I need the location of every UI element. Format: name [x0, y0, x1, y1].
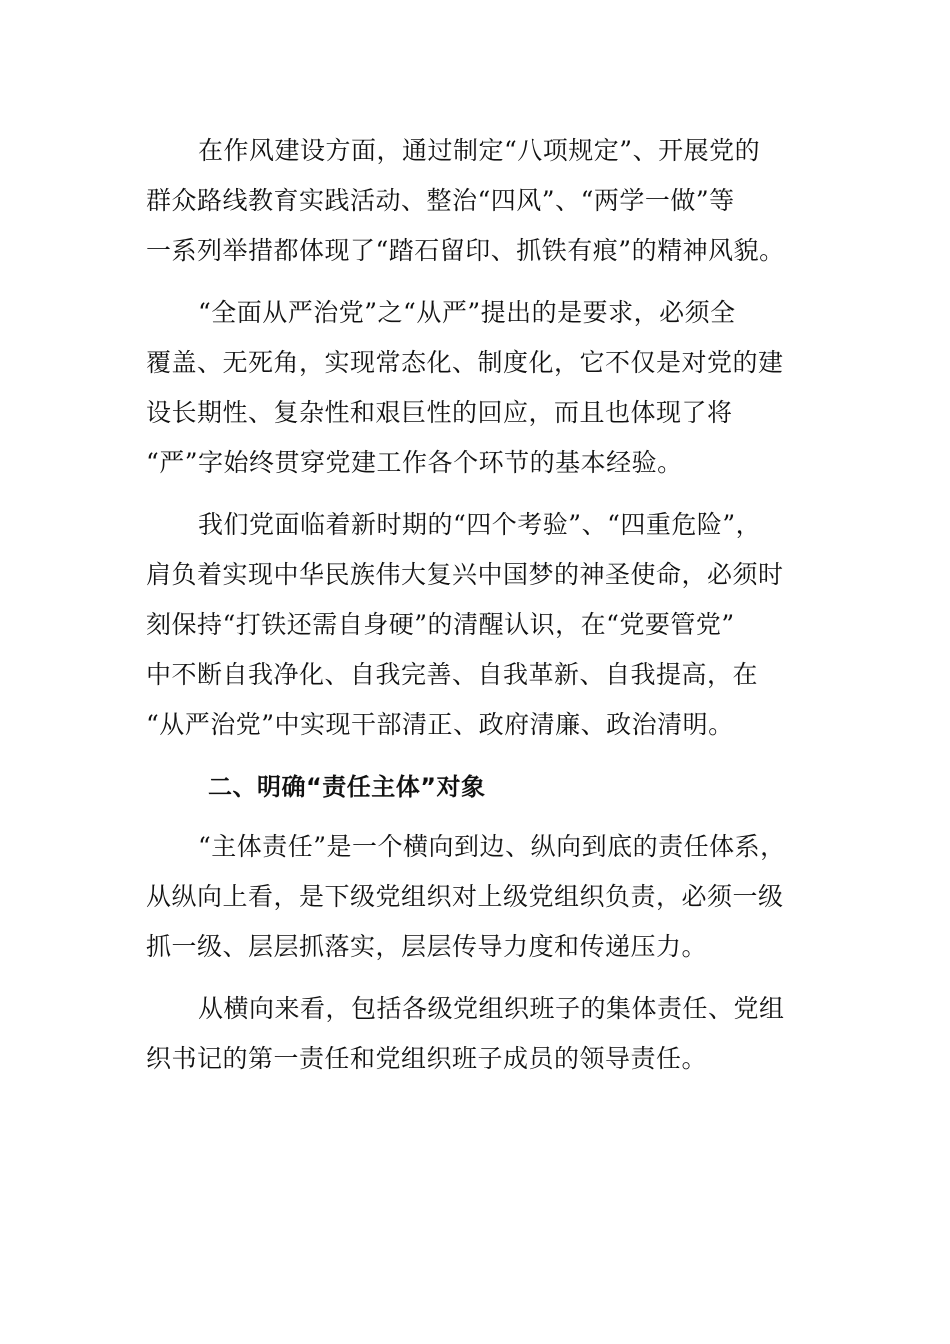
paragraph-3-line-5: “从严治党”中实现干部清正、政府清廉、政治清明。	[146, 710, 734, 739]
paragraph-4-line-1: “主体责任”是一个横向到边、纵向到底的责任体系，	[198, 832, 786, 861]
paragraph-4-line-3: 抓一级、层层抓落实，层层传导力度和传递压力。	[146, 932, 708, 961]
paragraph-1-line-3: 一系列举措都体现了“踏石留印、抓铁有痕”的精神风貌。	[146, 236, 785, 265]
paragraph-3-line-2: 肩负着实现中华民族伟大复兴中国梦的神圣使命，必须时	[146, 560, 784, 589]
paragraph-2-line-2: 覆盖、无死角，实现常态化、制度化，它不仅是对党的建	[146, 348, 784, 377]
paragraph-1-line-1: 在作风建设方面，通过制定“八项规定”、开展党的	[198, 136, 761, 165]
paragraph-4-line-2: 从纵向上看，是下级党组织对上级党组织负责，必须一级	[146, 882, 784, 911]
paragraph-5-line-1: 从横向来看，包括各级党组织班子的集体责任、党组	[198, 994, 785, 1023]
paragraph-3-line-3: 刻保持“打铁还需自身硬”的清醒认识，在“党要管党”	[146, 610, 735, 639]
paragraph-2-line-4: “严”字始终贯穿党建工作各个环节的基本经验。	[146, 448, 683, 477]
paragraph-3-line-1: 我们党面临着新时期的“四个考验”、“四重危险”，	[198, 510, 762, 539]
paragraph-1-line-2: 群众路线教育实践活动、整治“四风”、“两学一做”等	[146, 186, 735, 215]
section-heading: 二、明确“责任主体”对象	[208, 773, 486, 801]
paragraph-2-line-1: “全面从严治党”之“从严”提出的是要求，必须全	[198, 298, 736, 327]
paragraph-2-line-3: 设长期性、复杂性和艰巨性的回应，而且也体现了将	[146, 398, 733, 427]
paragraph-5-line-2: 织书记的第一责任和党组织班子成员的领导责任。	[146, 1044, 708, 1073]
paragraph-3-line-4: 中不断自我净化、自我完善、自我革新、自我提高，在	[146, 660, 759, 689]
